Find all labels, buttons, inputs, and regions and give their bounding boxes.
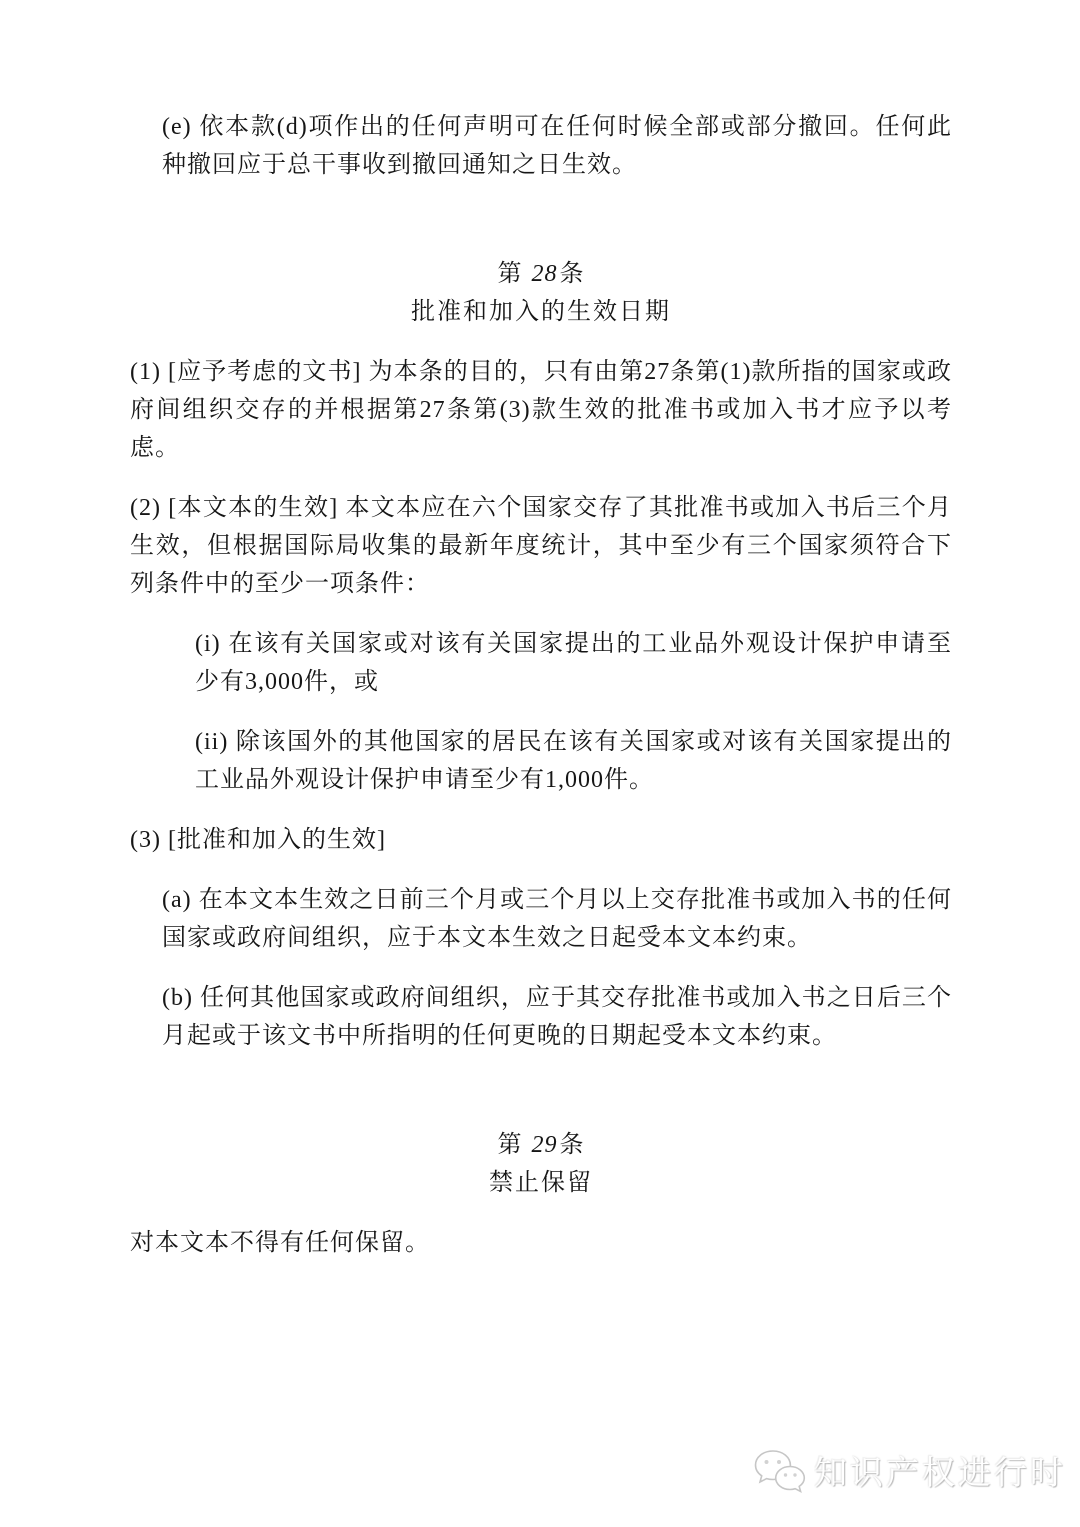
article-number-value: 29 xyxy=(531,1132,558,1158)
item-i: (i) 在该有关国家或对该有关国家提出的工业品外观设计保护申请至少有3,000件，或 xyxy=(195,631,952,695)
article-number-suffix: 条 xyxy=(559,261,585,287)
article-28-title: 批准和加入的生效日期 xyxy=(411,299,671,325)
article-29-title: 禁止保留 xyxy=(489,1170,593,1196)
article-number-value: 28 xyxy=(531,261,558,287)
paragraph-e: (e) 依本款(d)项作出的任何声明可在任何时候全部或部分撤回。任何此种撤回应于总干事收到撤回通知之日生效。 xyxy=(162,114,952,178)
article-number-suffix: 条 xyxy=(559,1132,585,1158)
article-29-number xyxy=(130,1126,952,1164)
watermark-label: 知识产权进行时 xyxy=(814,1453,1066,1491)
article-number-prefix: 第 xyxy=(497,261,523,287)
paragraph-no-reservations: 对本文本不得有任何保留。 xyxy=(130,1230,430,1256)
article-28-heading xyxy=(130,255,952,331)
watermark xyxy=(752,1445,1066,1495)
article-28-number xyxy=(130,255,952,293)
paragraph-1: (1) [应予考虑的文书] 为本条的目的，只有由第27条第(1)款所指的国家或政府间组织交存的并根据第27条第(3)款生效的批准书或加入书才应予以考虑。 xyxy=(130,359,952,461)
paragraph-3b: (b) 任何其他国家或政府间组织，应于其交存批准书或加入书之日后三个月起或于该文书中所指明的任何更晚的日期起受本文本约束。 xyxy=(162,985,952,1049)
paragraph-2: (2) [本文本的生效] 本文本应在六个国家交存了其批准书或加入书后三个月生效，但根据国际局收集的最新年度统计，其中至少有三个国家须符合下列条件中的至少一项条件： xyxy=(130,495,952,597)
item-ii: (ii) 除该国外的其他国家的居民在该有关国家或对该有关国家提出的工业品外观设计保护申请至少有1,000件。 xyxy=(195,729,952,793)
article-number-prefix: 第 xyxy=(497,1132,523,1158)
wechat-icon xyxy=(752,1445,806,1495)
article-29-heading xyxy=(130,1126,952,1202)
paragraph-3a: (a) 在本文本生效之日前三个月或三个月以上交存批准书或加入书的任何国家或政府间组织，应于本文本生效之日起受本文本约束。 xyxy=(162,887,952,951)
paragraph-3: (3) [批准和加入的生效] xyxy=(130,827,386,853)
